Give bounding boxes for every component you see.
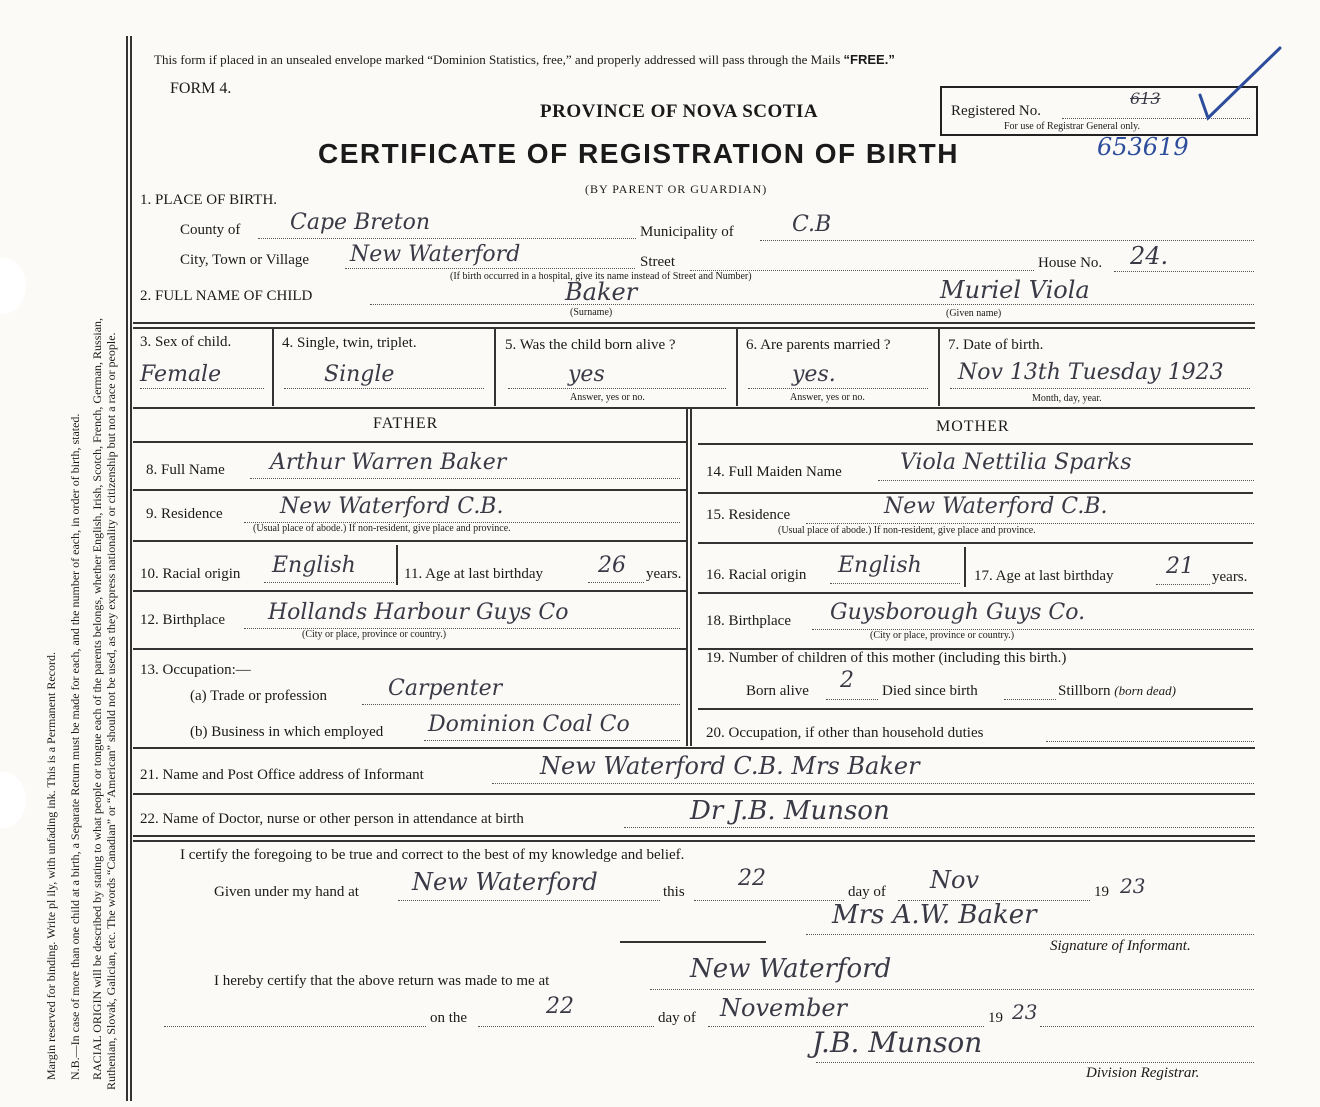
registrar-day-value: 22 bbox=[546, 994, 574, 1019]
father-age-value: 26 bbox=[598, 553, 626, 578]
children-count-label: 19. Number of children of this mother (including this birth.) bbox=[706, 650, 1067, 666]
doctor-label: 22. Name of Doctor, nurse or other person in attendance at birth bbox=[140, 811, 524, 827]
street-label: Street bbox=[640, 254, 675, 270]
given-month-value: Nov bbox=[930, 866, 980, 894]
given-under-hand-label: Given under my hand at bbox=[214, 884, 359, 900]
date-of-birth-note: Month, day, year. bbox=[1032, 393, 1102, 404]
business-label: (b) Business in which employed bbox=[190, 724, 384, 740]
father-years-label: years. bbox=[646, 566, 682, 582]
house-value: 24. bbox=[1130, 242, 1169, 270]
stillborn-label bbox=[1058, 683, 1176, 700]
city-label: City, Town or Village bbox=[180, 252, 310, 268]
mother-racial-value: English bbox=[838, 553, 922, 578]
given-day-value: 22 bbox=[738, 866, 766, 891]
child-given-value: Muriel Viola bbox=[940, 276, 1090, 304]
registrar-on-the-label: on the bbox=[430, 1010, 468, 1026]
mother-years-label: years. bbox=[1212, 569, 1248, 585]
trade-value: Carpenter bbox=[388, 676, 503, 701]
parents-married-note: Answer, yes or no. bbox=[790, 392, 865, 403]
informant-label: 21. Name and Post Office address of Informant bbox=[140, 767, 424, 783]
trade-label: (a) Trade or profession bbox=[190, 688, 328, 704]
margin-note-nationality: Ruthenian, Slovak, Galician, etc. The words “Canadian” or “American” should not be used, as they express nationality or citizenship but not a race or people. bbox=[104, 332, 118, 1090]
born-alive-label: 5. Was the child born alive ? bbox=[505, 337, 676, 353]
father-racial-value: English bbox=[272, 553, 356, 578]
surname-note: (Surname) bbox=[570, 307, 613, 318]
stillborn-note: (born dead) bbox=[1114, 683, 1177, 698]
born-alive-count-label: Born alive bbox=[746, 683, 809, 699]
mother-residence-value: New Waterford C.B. bbox=[884, 494, 1108, 519]
registered-number: 653619 bbox=[1097, 133, 1189, 161]
certificate-subtitle: (BY PARENT OR GUARDIAN) bbox=[585, 182, 768, 196]
father-name-value: Arthur Warren Baker bbox=[270, 450, 507, 475]
binding-hole bbox=[0, 772, 26, 828]
born-alive-count-value: 2 bbox=[840, 668, 854, 693]
father-residence-label: 9. Residence bbox=[146, 506, 223, 522]
registered-note: For use of Registrar General only. bbox=[1004, 121, 1140, 132]
father-residence-note: (Usual place of abode.) If non-resident, give place and province. bbox=[253, 523, 511, 534]
margin-note-binding: Margin reserved for binding. Write pl ily, with unfading ink. This is a Permanent Record. bbox=[44, 652, 58, 1080]
father-racial-label: 10. Racial origin bbox=[140, 566, 241, 582]
mail-notice-free: “FREE.” bbox=[843, 52, 895, 67]
informant-signature-label: Signature of Informant. bbox=[1050, 938, 1191, 954]
born-alive-note: Answer, yes or no. bbox=[570, 392, 645, 403]
crossed-number: 613 bbox=[1130, 89, 1161, 108]
mother-name-label: 14. Full Maiden Name bbox=[706, 464, 842, 480]
father-age-label: 11. Age at last birthday bbox=[404, 566, 543, 582]
mother-age-value: 21 bbox=[1166, 554, 1194, 579]
registrar-year-prefix: 19 bbox=[988, 1010, 1003, 1026]
informant-signature: Mrs A.W. Baker bbox=[832, 900, 1037, 930]
given-note: (Given name) bbox=[946, 308, 1002, 319]
given-year-prefix: 19 bbox=[1094, 884, 1109, 900]
check-mark-icon bbox=[1190, 40, 1290, 130]
certify-statement: I certify the foregoing to be true and correct to the best of my knowledge and belief. bbox=[180, 847, 685, 863]
given-place-value: New Waterford bbox=[412, 868, 598, 896]
county-value: Cape Breton bbox=[290, 210, 431, 235]
registrar-month-value: November bbox=[720, 994, 848, 1022]
registrar-place-value: New Waterford bbox=[690, 954, 892, 984]
province-heading: PROVINCE OF NOVA SCOTIA bbox=[540, 101, 819, 122]
certificate-title: CERTIFICATE OF REGISTRATION OF BIRTH bbox=[318, 138, 959, 169]
house-label: House No. bbox=[1038, 255, 1103, 271]
single-twin-label: 4. Single, twin, triplet. bbox=[282, 335, 417, 351]
municipality-value: C.B bbox=[792, 212, 832, 237]
mother-residence-note: (Usual place of abode.) If non-resident, give place and province. bbox=[778, 525, 1036, 536]
father-birthplace-label: 12. Birthplace bbox=[140, 612, 225, 628]
father-occupation-label: 13. Occupation:— bbox=[140, 662, 251, 678]
municipality-label: Municipality of bbox=[640, 224, 734, 240]
registrar-signature-label: Division Registrar. bbox=[1086, 1065, 1200, 1081]
registrar-day-of-label: day of bbox=[658, 1010, 696, 1026]
margin-rule bbox=[126, 36, 128, 1101]
died-since-birth-label: Died since birth bbox=[882, 683, 978, 699]
parents-married-label: 6. Are parents married ? bbox=[746, 337, 891, 353]
mother-racial-label: 16. Racial origin bbox=[706, 567, 807, 583]
born-alive-value: yes bbox=[568, 362, 605, 387]
city-value: New Waterford bbox=[350, 242, 521, 267]
given-day-of-label: day of bbox=[848, 884, 886, 900]
father-name-label: 8. Full Name bbox=[146, 462, 225, 478]
mail-notice bbox=[154, 52, 895, 68]
mail-notice-text: This form if placed in an unsealed envelope marked “Dominion Statistics, free,” and properly addressed will pass through the Mails bbox=[154, 52, 844, 67]
mother-residence-label: 15. Residence bbox=[706, 507, 791, 523]
business-value: Dominion Coal Co bbox=[428, 712, 630, 737]
father-heading: FATHER bbox=[373, 415, 439, 432]
date-of-birth-label: 7. Date of birth. bbox=[948, 337, 1044, 353]
given-year-value: 23 bbox=[1120, 874, 1146, 898]
father-birthplace-note: (City or place, province or country.) bbox=[302, 629, 447, 640]
informant-value: New Waterford C.B. Mrs Baker bbox=[540, 752, 920, 780]
sex-label: 3. Sex of child. bbox=[140, 334, 232, 350]
registrar-signature: J.B. Munson bbox=[812, 1026, 983, 1059]
place-of-birth-label: 1. PLACE OF BIRTH. bbox=[140, 192, 278, 208]
child-name-label: 2. FULL NAME OF CHILD bbox=[140, 288, 313, 304]
mother-birthplace-label: 18. Birthplace bbox=[706, 613, 791, 629]
registrar-statement: I hereby certify that the above return was made to me at bbox=[214, 973, 550, 989]
registrar-year-value: 23 bbox=[1012, 1000, 1038, 1024]
mother-occupation-label: 20. Occupation, if other than household duties bbox=[706, 725, 984, 741]
mother-birthplace-value: Guysborough Guys Co. bbox=[830, 600, 1086, 625]
date-of-birth-value: Nov 13th Tuesday 1923 bbox=[958, 360, 1224, 385]
given-this-label: this bbox=[663, 884, 685, 900]
form-number: FORM 4. bbox=[170, 80, 232, 97]
mother-heading: MOTHER bbox=[936, 418, 1010, 435]
sex-value: Female bbox=[140, 362, 222, 387]
single-twin-value: Single bbox=[324, 362, 395, 387]
stillborn-text: Stillborn bbox=[1058, 683, 1111, 699]
registered-label: Registered No. bbox=[951, 103, 1041, 119]
mother-age-label: 17. Age at last birthday bbox=[974, 568, 1114, 584]
margin-rule bbox=[130, 36, 132, 1101]
mother-birthplace-note: (City or place, province or country.) bbox=[870, 630, 1015, 641]
margin-note-multiple-births: N.B.—In case of more than one child at a birth, a Separate Return must be made for each, and the number of each, in order of birth, stated. bbox=[68, 413, 82, 1080]
binding-hole bbox=[0, 258, 26, 314]
father-residence-value: New Waterford C.B. bbox=[280, 494, 504, 519]
father-birthplace-value: Hollands Harbour Guys Co bbox=[268, 600, 569, 625]
county-label: County of bbox=[180, 222, 241, 238]
child-surname-value: Baker bbox=[565, 278, 638, 306]
margin-note-racial-origin: RACIAL ORIGIN will be described by stating to what people or tongue each of the parents belongs, whether English, Irish, Scotch, French, German, Russian, bbox=[90, 317, 104, 1080]
doctor-value: Dr J.B. Munson bbox=[690, 796, 890, 826]
parents-married-value: yes. bbox=[792, 362, 836, 387]
street-note: (If birth occurred in a hospital, give its name instead of Street and Number) bbox=[450, 271, 752, 282]
mother-name-value: Viola Nettilia Sparks bbox=[900, 450, 1132, 475]
